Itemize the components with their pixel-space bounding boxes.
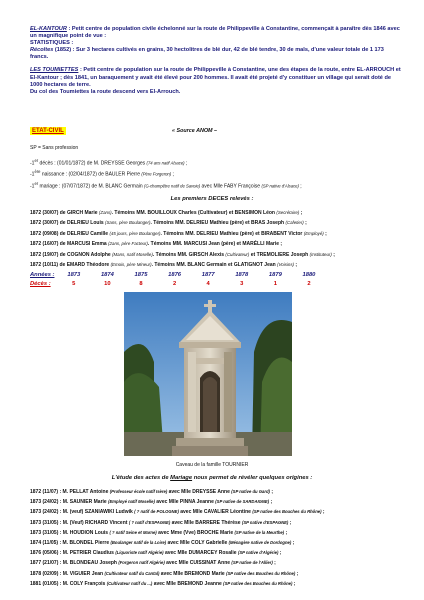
year-cell: 1874	[100, 272, 114, 278]
mariage-entry: 1874 (11/05) : M. BLONDEL Pierre (Boulanger natif de la Loire) avec Mlle COLY Gabrielle (Ménagère native de Dordogne) ;	[30, 540, 295, 547]
mariage-title: L'étude des actes de Mariage nous permet de révéler quelques origines :	[111, 475, 313, 481]
years-row-label: Années :	[30, 272, 55, 278]
year-cell: 1873	[67, 272, 81, 278]
first-item: -1er décès : (01/01/1872) de M. DREYSSE Georges (74 ans natif Alsace) ;	[30, 158, 188, 167]
toumiettes-paragraph	[30, 67, 402, 95]
deces-entry: 1872 (19/07) de COGNON Adolphe (Mans, natif Moselle). Témoins MM. GIRSCH Alexis (Cultivateur) et TREMOLIERE Joseph (Instituteur) ;	[30, 251, 335, 258]
year-cell: 1878	[235, 272, 249, 278]
deces-entry: 1872 (30/07) de DELRIEU Louis (Sans, père Boulanger). Témoins MM. DELRIEU Mathieu (père) et BRAS Joseph (Cafetier) ;	[30, 220, 307, 227]
deces-list	[30, 208, 410, 270]
deces-entry: 1872 (10/11) de EMARD Théodore (Emois, père Mineur). Témoins MM. BLANC Germain et GLATIGNOT Jean (Voisins) ;	[30, 262, 298, 269]
deces-count-cell: 4	[206, 281, 210, 287]
firsts-list	[30, 157, 402, 191]
deces-count-cell: 5	[72, 281, 76, 287]
toumiettes-title: LES TOUMIETTES	[30, 67, 79, 74]
toumiettes-text: : Petit centre de population sur la route de Philippeville à Constantine, une des étapes de la route, entre EL-ARROUCH et El-Kantour ; dès 1841, un baraquement y avait été élevé pour 200 hommes. Il avait été projeté d'y constituer un village qui serait doté de 1000 hectares de terre.	[30, 67, 401, 88]
recoltes-label: Récoltes	[30, 47, 54, 54]
stats-label: STATISTIQUES :	[30, 40, 74, 47]
deces-count-row	[30, 281, 402, 290]
deces-by-year-table	[30, 272, 402, 290]
kantour-title: EL-KANTOUR	[30, 26, 67, 32]
kantour-paragraph	[30, 26, 402, 61]
recoltes-text: (1852) : Sur 3 hectares cultivés en grains, 30 hectolitres de blé dur, 42 de blé tendre, 30 de maïs, d'une valeur totale de 1 173 francs.	[30, 47, 384, 61]
toumiettes-end: Du col des Toumiettes la route descend vers El-Arrouch.	[30, 88, 181, 95]
year-cell: 1875	[134, 272, 148, 278]
mariage-entry: 1876 (05/06) : M. PETRIER Claudius (Liquoriste natif Algérie) avec Mlle DUMARCEY Rosalie (SP native d'Algérie) ;	[30, 550, 282, 557]
family-vault-photo	[124, 292, 292, 456]
deces-entry: 1872 (16/07) de MARCUSI Emma (2ans, père Facteur). Témoins MM. MARCUSI Jean (père) et MARÉLLI Marie ;	[30, 241, 283, 248]
year-cell: 1877	[201, 272, 215, 278]
mariage-entry: 1877 (21/07) : M. BLONDEAU Joseph (Forgeron natif Algérie) avec Mlle CUISSINAT Anne (SP native de l'Allier) ;	[30, 560, 276, 567]
deces-row-label: Décès :	[30, 281, 51, 287]
photo-caption: Caveau de la famille TOURNIER	[175, 462, 249, 468]
years-row	[30, 272, 402, 281]
first-item: -1ère naissance : (02/04/1872) de BAULER Pierre (Père Forgeron) ;	[30, 169, 174, 178]
deces-count-cell: 1	[273, 281, 277, 287]
intro-section	[30, 26, 402, 102]
deces-entry: 1872 (09/08) de DELRIEU Camille (45 jours, père Boulanger). Témoins MM. DELRIEU Mathieu (père) et BIRABENT Victor (Employé) ;	[30, 230, 327, 237]
mariage-entry: 1873 (24/02) : M. (veuf) SZANIAWIKI Ludwik ( ? natif de POLOGNE) avec Mlle CAVALIER Léontine (SP native des Bouches du Rhône) ;	[30, 509, 325, 516]
source-note: « Source ANOM –	[172, 128, 218, 134]
mariage-list	[30, 487, 410, 589]
mariage-entry: 1881 (01/05) : M. COLY François (Cultivateur natif du ...) avec Mlle BREMOND Jeanne (SP native des Bouches du Rhône) ;	[30, 580, 296, 587]
vault-illustration	[124, 292, 292, 456]
etat-civil-header	[30, 127, 402, 137]
first-item: -1er mariage : (07/07/1872) de M. BLANC Germain (G-champêtre natif de Savoie) avec Mlle FABY Françoise (SP native d'Alsace) ;	[30, 180, 302, 190]
year-cell: 1879	[268, 272, 282, 278]
deces-title: Les premiers DECES relevés :	[170, 196, 254, 202]
deces-count-cell: 3	[240, 281, 244, 287]
mariage-entry: 1873 (24/02) : M. SAUNIER Marie (Employé natif Moselle) avec Mlle PINNA Jeanne (SP native de SARDAIGNE) ;	[30, 499, 273, 506]
year-cell: 1876	[168, 272, 182, 278]
mariage-entry: 1872 (11/07) : M. PELLAT Antoine (Professeur école natif Isère) avec Mlle DREYSSE Anne (SP native du Gard) ;	[30, 489, 274, 495]
mariage-entry: 1873 (31/05) : M. HOUDION Louis ( ? natif Seine et Marne) avec Mme (Vve) BROCHE Marie (SP native de la Meurthe) ;	[30, 529, 288, 536]
year-cell: 1880	[302, 272, 316, 278]
deces-count-cell: 2	[307, 281, 311, 287]
deces-count-cell: 8	[139, 281, 143, 287]
deces-count-cell: 10	[104, 281, 111, 287]
etat-civil-label: ETAT-CIVIL	[32, 128, 64, 134]
mariage-entry: 1873 (31/05) : M. (Veuf) RICHARD Vincent ( ? natif d'ESPAGNE) avec Mlle BARRERE Thérèse (SP native d'ESPAGNE) ;	[30, 519, 292, 526]
kantour-text: : Petit centre de population civile échelonné sur la route de Philippeville à Constantine, commençait à paraître dès 1846 avec un magnifique point de vue :	[30, 26, 400, 40]
deces-entry: 1872 (30/07) de GIRCH Marie (Zans). Témoins MM. BOUILLOUX Charles (Cultivateur) et BENSIMON Léon (Secrétaire) ;	[30, 210, 303, 216]
mariage-entry: 1878 (02/09) : M. VIGUIER Jean (Cultivateur natif du Cantal) avec Mlle BREMOND Marie (SP native des Bouches du Rhône) ;	[30, 570, 299, 577]
deces-count-cell: 2	[172, 281, 177, 287]
sp-note: SP = Sans profession	[30, 145, 79, 151]
